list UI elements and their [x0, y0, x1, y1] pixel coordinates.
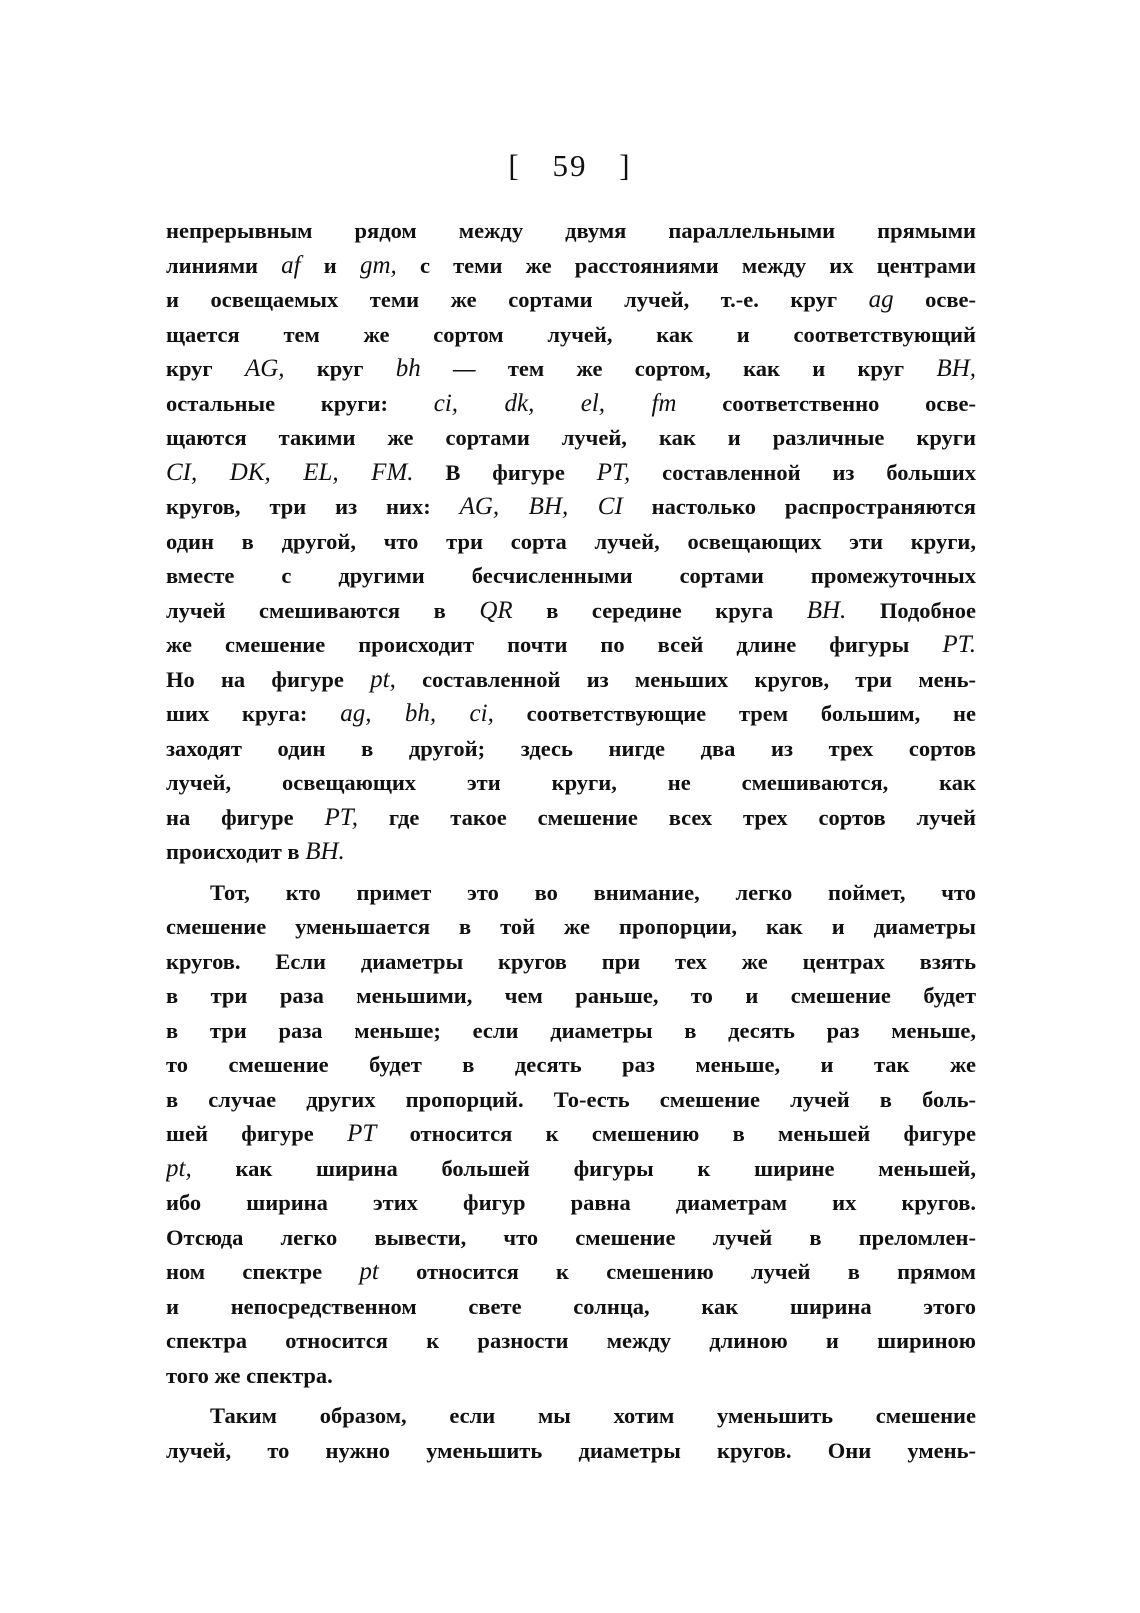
text-run: в три раза меньше; если диаметры в десять раз меньше, [166, 1017, 976, 1043]
italic-symbol: af [281, 251, 301, 279]
page-header [0, 148, 1140, 184]
text-line [166, 594, 976, 629]
text-line [166, 835, 976, 870]
text-run: лучей, освещающих эти круги, не смешиваются, как [166, 770, 976, 795]
paragraph [166, 214, 976, 870]
text-run: происходит в [166, 839, 306, 864]
italic-symbol: bh [395, 355, 421, 382]
text-run: с теми же расстояниями между их центрами [396, 252, 976, 278]
header-bracket-close: ] [619, 148, 632, 183]
text-run: же смешение происходит почти по всей длине фигуры [166, 632, 943, 657]
italic-symbol: BH. [806, 596, 847, 624]
italic-symbol: PT [347, 1120, 377, 1147]
text-line [166, 1083, 976, 1118]
italic-symbol: AG, BH, CI [459, 493, 623, 520]
text-run: в случае других пропорций. То-есть смешение лучей в боль- [166, 1086, 976, 1112]
text-run: и непосредственном свете солнца, как ширина этого [166, 1293, 976, 1319]
paragraph [166, 1399, 976, 1468]
text-line [166, 1186, 976, 1221]
text-line [166, 559, 976, 594]
text-run: Таким образом, если мы хотим уменьшить смешение [210, 1403, 976, 1428]
text-run: линиями [166, 252, 282, 278]
text-line [166, 945, 976, 980]
text-run: осве- [893, 287, 976, 312]
text-line [166, 1290, 976, 1325]
text-line [166, 421, 976, 456]
paragraph [166, 876, 976, 1394]
body-text [166, 214, 976, 1468]
text-run: составленной из меньших кругов, три мень- [395, 666, 976, 692]
text-run: и [300, 252, 360, 278]
text-run: соответствующие трем большим, не [493, 701, 976, 726]
text-run: лучей, то нужно уменьшить диаметры кругов. Они умень- [166, 1437, 976, 1463]
italic-symbol: QR [479, 596, 513, 624]
text-line [166, 1117, 976, 1152]
text-run: В фигуре [413, 459, 597, 485]
text-line [166, 249, 976, 284]
italic-symbol: BH. [305, 838, 345, 865]
text-run: относится к смешению в меньшей фигуре [376, 1121, 976, 1146]
text-run: заходят один в другой; здесь нигде два из трех сортов [166, 735, 976, 761]
text-line [166, 1359, 976, 1394]
text-line [166, 318, 976, 353]
text-line [166, 1014, 976, 1049]
text-line [166, 766, 976, 801]
text-run: кругов, три из них: [166, 494, 460, 519]
text-line [166, 1255, 976, 1290]
text-run: Подобное [846, 597, 976, 623]
text-run: на фигуре [166, 804, 325, 830]
text-line [166, 214, 976, 249]
text-run: смешение уменьшается в той же пропорции, как и диаметры [166, 914, 976, 939]
text-run: вместе с другими бесчисленными сортами промежуточных [166, 563, 976, 588]
text-run: и освещаемых теми же сортами лучей, т.-е. круг [166, 287, 869, 312]
text-line [166, 1221, 976, 1256]
text-line [166, 1048, 976, 1083]
text-run: где такое смешение всех трех сортов лучей [358, 804, 976, 830]
text-line [166, 628, 976, 663]
text-run: круг [166, 356, 245, 381]
text-line [166, 1324, 976, 1359]
text-line [166, 283, 976, 318]
text-run: того же спектра. [166, 1362, 333, 1388]
text-line [166, 732, 976, 767]
text-run: Тот, кто примет это во внимание, легко поймет, что [210, 879, 976, 905]
text-line [166, 979, 976, 1014]
text-run: — тем же сортом, как и круг [420, 356, 937, 381]
text-line [166, 1152, 976, 1187]
text-line [166, 456, 976, 491]
italic-symbol: PT, [596, 458, 631, 486]
italic-symbol: pt, [370, 665, 396, 693]
page-number: 59 [552, 148, 588, 183]
text-line [166, 490, 976, 525]
text-line [166, 387, 976, 422]
text-line [166, 801, 976, 836]
text-run: шей фигуре [166, 1121, 348, 1146]
text-run: кругов. Если диаметры кругов при тех же центрах взять [166, 948, 976, 974]
text-run: как ширина большей фигуры к ширине меньшей, [191, 1155, 976, 1181]
text-run: настолько распространяются [622, 494, 976, 519]
italic-symbol: ag [868, 286, 894, 313]
italic-symbol: PT, [324, 803, 359, 831]
text-run: лучей смешиваются в [166, 597, 480, 623]
text-run: спектра относится к разности между длиною и шириною [166, 1328, 976, 1353]
italic-symbol: ci, dk, el, fm [433, 389, 677, 417]
text-run: Но на фигуре [166, 666, 371, 692]
text-line [166, 663, 976, 698]
text-run: остальные круги: [166, 390, 434, 416]
text-line [166, 910, 976, 945]
text-run: щаются такими же сортами лучей, как и различные круги [166, 425, 976, 450]
text-run: относится к смешению лучей в прямом [378, 1259, 976, 1284]
text-run: то смешение будет в десять раз меньше, и так же [166, 1052, 976, 1077]
italic-symbol: pt [359, 1258, 379, 1285]
text-run: круг [284, 356, 396, 381]
italic-symbol: AG, [244, 355, 285, 382]
text-run: соответственно осве- [676, 390, 976, 416]
italic-symbol: ag, bh, ci, [340, 700, 494, 727]
text-run: один в другой, что три сорта лучей, освещающих эти круги, [166, 528, 976, 554]
italic-symbol: CI, DK, EL, FM. [166, 458, 414, 486]
header-bracket-open: [ [508, 148, 521, 183]
text-line [166, 352, 976, 387]
text-run: ших круга: [166, 701, 341, 726]
text-run: в середине круга [512, 597, 807, 623]
text-run: в три раза меньшими, чем раньше, то и смешение будет [166, 983, 976, 1008]
text-run: Отсюда легко вывести, что смешение лучей в преломлен- [166, 1224, 976, 1250]
text-line [166, 1399, 976, 1434]
italic-symbol: gm, [359, 251, 397, 279]
text-run: ном спектре [166, 1259, 360, 1284]
text-run: составленной из больших [630, 459, 976, 485]
text-run: ибо ширина этих фигур равна диаметрам их кругов. [166, 1190, 976, 1215]
italic-symbol: PT. [942, 631, 976, 658]
text-line [166, 697, 976, 732]
text-run: щается тем же сортом лучей, как и соответствующий [166, 321, 976, 347]
italic-symbol: pt, [166, 1154, 192, 1182]
text-run: непрерывным рядом между двумя параллельными прямыми [166, 218, 976, 243]
text-line [166, 876, 976, 911]
text-line [166, 525, 976, 560]
text-line [166, 1434, 976, 1469]
italic-symbol: BH, [936, 355, 976, 382]
